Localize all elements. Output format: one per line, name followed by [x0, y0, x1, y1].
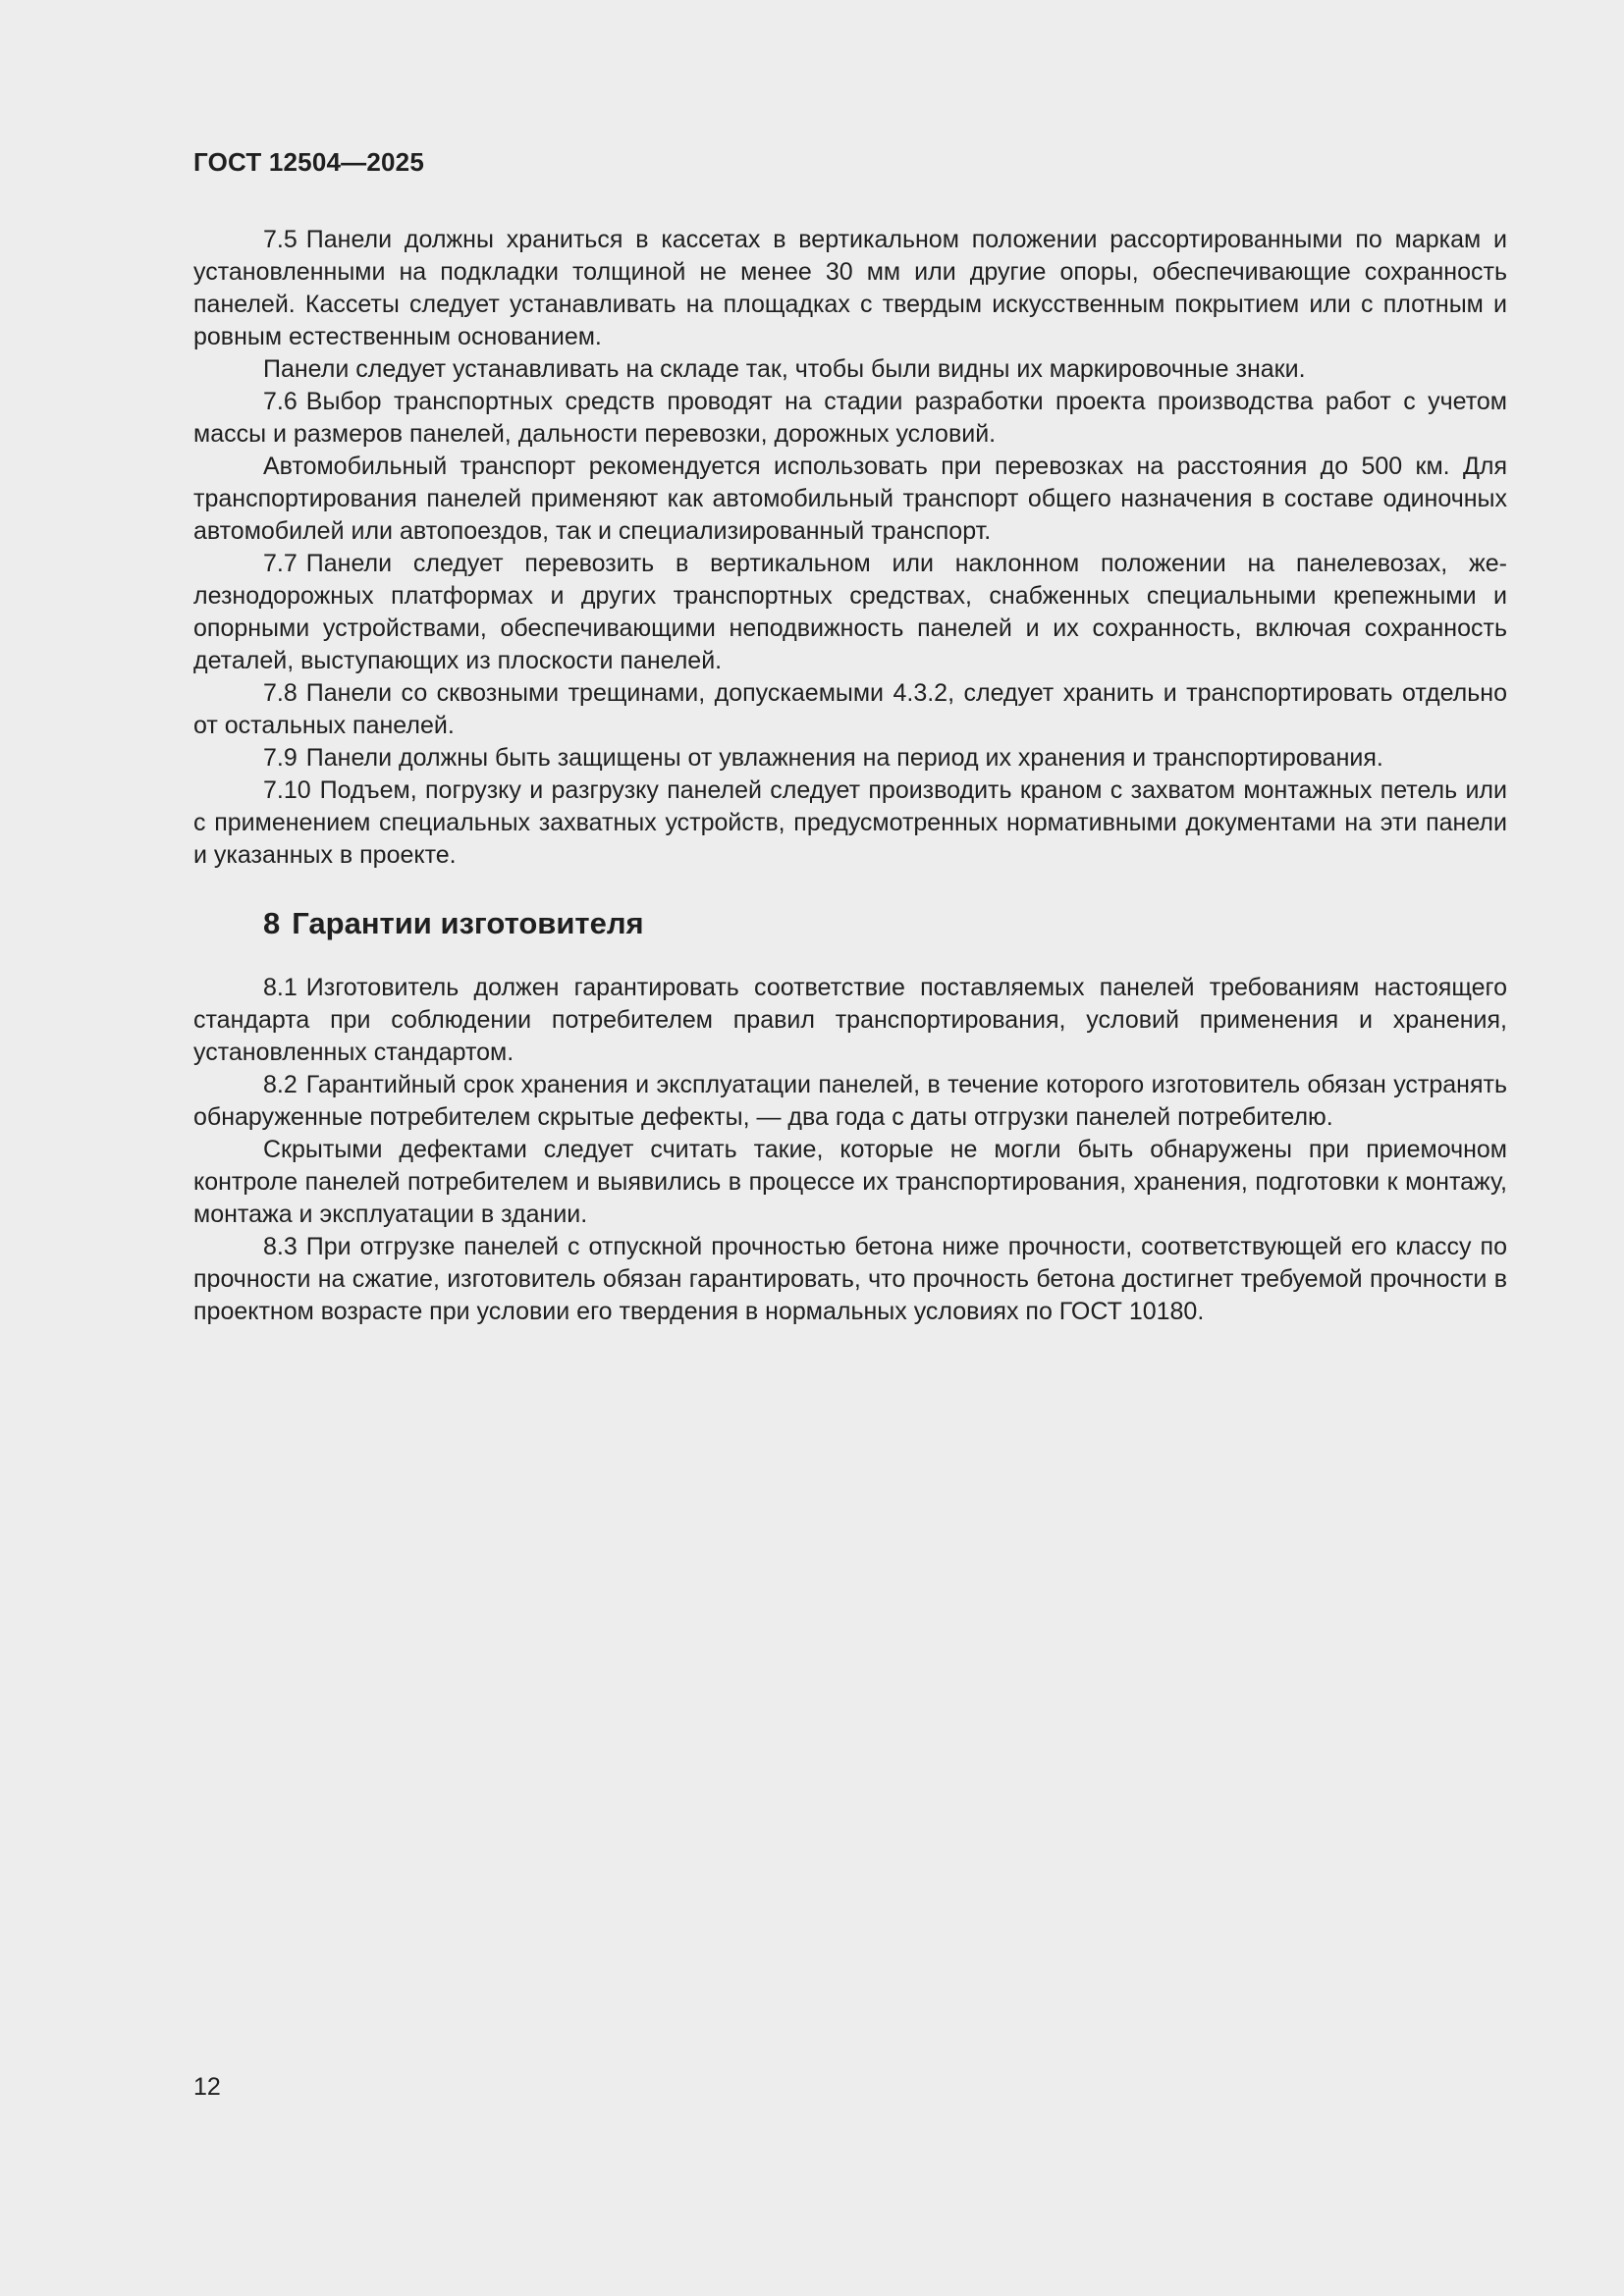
- section-number: 8: [263, 906, 281, 940]
- paragraph-7-10: [193, 774, 1507, 872]
- clause-number: 8.1: [263, 974, 298, 1001]
- paragraph-text: Автомобильный транспорт рекомендуется использовать при перевозках на расстояния до 500 км. Для транспортирования панелей применяют как автомобильный транспорт общего назначения в составе одиночных автомобилей или автопоездов, так и специализированный транспорт.: [193, 453, 1507, 545]
- section-heading: [263, 905, 1507, 942]
- paragraph-text: Подъем, погрузку и разгрузку панелей следует производить краном с захватом монтажных петель или с применением специальных захватных устройств, предусмотренных нормативными документами на эти панели и указанных в проекте.: [193, 776, 1507, 869]
- paragraph-7-6: [193, 386, 1507, 451]
- clause-number: 8.2: [263, 1071, 298, 1098]
- paragraph-7-7: [193, 548, 1507, 677]
- paragraph-8-2-note: [193, 1134, 1507, 1231]
- page-number: 12: [193, 2073, 221, 2101]
- clause-number: 8.3: [263, 1233, 298, 1260]
- clause-number: 7.7: [263, 550, 298, 577]
- paragraph-text: Выбор транспортных средств проводят на стадии разработки проекта производства работ с учетом массы и размеров панелей, дальности перевозки, дорожных условий.: [193, 388, 1507, 448]
- clause-number: 7.8: [263, 679, 298, 707]
- paragraph-7-6-note: [193, 451, 1507, 548]
- paragraph-8-1: [193, 972, 1507, 1069]
- clause-number: 7.6: [263, 388, 298, 415]
- paragraph-8-3: [193, 1231, 1507, 1328]
- paragraph-7-5: [193, 224, 1507, 353]
- paragraph-7-5-note: [193, 353, 1507, 386]
- paragraph-text: Гарантийный срок хранения и эксплуатации панелей, в течение которого изготовитель обязан устранять обнаруженные потребителем скрытые дефекты, — два года с даты отгрузки панелей потребителю.: [193, 1071, 1507, 1131]
- paragraph-text: Скрытыми дефектами следует считать такие, которые не могли быть обнаружены при приемочном контроле панелей потребителем и выявились в процессе их транспортирования, хранения, подготовки к монтажу, монтажа и эксплуатации в здании.: [193, 1136, 1507, 1228]
- clause-number: 7.10: [263, 776, 311, 804]
- clause-number: 7.9: [263, 744, 298, 772]
- paragraph-text: Панели должны быть защищены от увлажнения на период их хранения и транспортирования.: [305, 744, 1383, 772]
- paragraph-text: Изготовитель должен гарантировать соответствие поставляемых панелей требованиям настоящего стандарта при соблюдении потребителем правил транспортирования, условий применения и хранения, установленных стандартом.: [193, 974, 1507, 1066]
- paragraph-text: При отгрузке панелей с отпускной прочностью бетона ниже прочности, соответствующей его классу по прочности на сжатие, изготовитель обязан гарантировать, что прочность бетона достигнет требуемой прочности в проектном возрасте при условии его твердения в нормальных условиях по ГОСТ 10180.: [193, 1233, 1507, 1325]
- section-title: Гарантии изготовителя: [292, 906, 644, 940]
- paragraph-7-8: [193, 677, 1507, 742]
- document-body: [193, 224, 1507, 1328]
- paragraph-text: Панели со сквозными трещинами, допускаемыми 4.3.2, следует хранить и транспортировать отдельно от остальных панелей.: [193, 679, 1507, 739]
- paragraph-7-9: [193, 742, 1507, 774]
- paragraph-text: Панели следует перевозить в вертикальном или наклонном положении на панелевозах, железнодорожных платформах и других транспортных средствах, снабженных специальными крепежными и опорными устройствами, обеспечивающими неподвижность панелей и их сохранность, включая сохранность деталей, выступающих из плоскости панелей.: [193, 550, 1507, 674]
- paragraph-text: Панели следует устанавливать на складе так, чтобы были видны их маркировочные знаки.: [263, 355, 1306, 383]
- document-header: ГОСТ 12504—2025: [193, 147, 424, 177]
- clause-number: 7.5: [263, 226, 298, 253]
- paragraph-text: Панели должны храниться в кассетах в вертикальном положении рассортированными по маркам и установленными на подкладки толщиной не менее 30 мм или другие опоры, обеспечивающие сохранность панелей. Кассеты следует устанавливать на площадках с твердым искусственным покрытием или с плотным и ровным естественным основанием.: [193, 226, 1507, 350]
- paragraph-8-2: [193, 1069, 1507, 1134]
